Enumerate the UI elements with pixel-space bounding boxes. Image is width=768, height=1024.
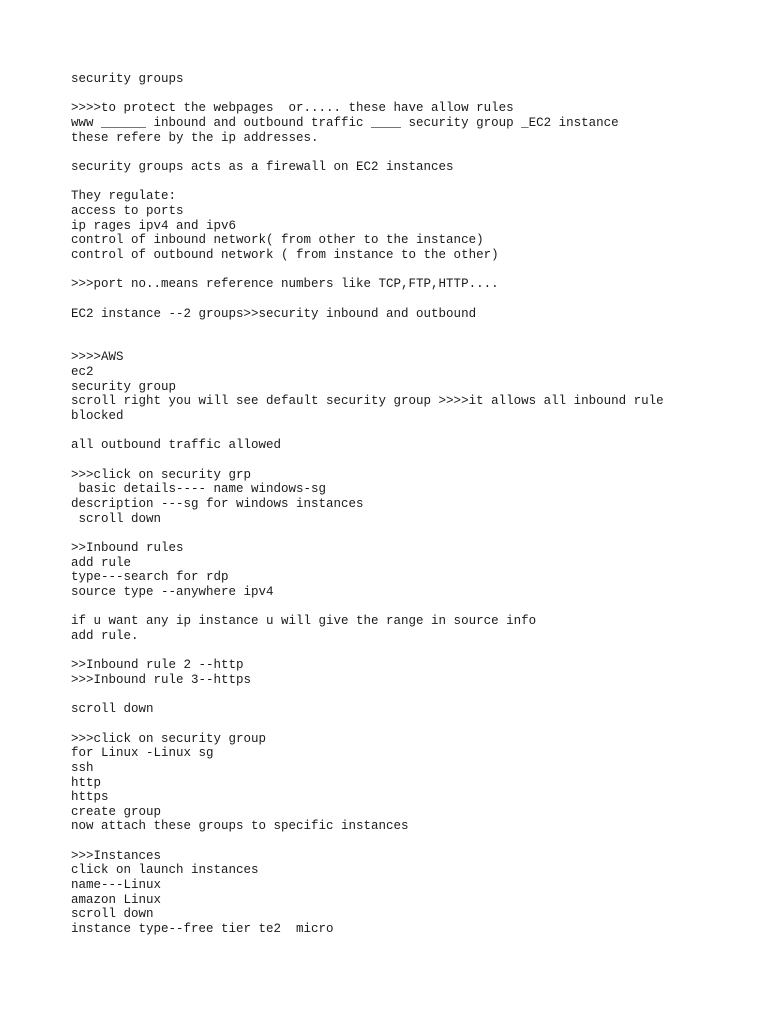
text-line (71, 175, 751, 190)
text-line: scroll down (71, 907, 154, 922)
text-line: these refere by the ip addresses. (71, 130, 319, 145)
text-line: ssh (71, 760, 94, 775)
text-line: >>Inbound rule 2 --http (71, 658, 244, 673)
text-line: scroll down (71, 702, 154, 717)
text-line: http (71, 775, 102, 790)
text-line (71, 321, 751, 336)
text-line: security group (71, 379, 177, 394)
text-line: They regulate: (71, 189, 177, 204)
text-line: >>>click on security group (71, 731, 267, 746)
text-line: create group (71, 804, 162, 819)
text-line: >>>click on security grp (71, 467, 252, 482)
text-line: control of outbound network ( from instance to the other) (71, 247, 499, 262)
text-line: www ______ inbound and outbound traffic ____ security group _EC2 instance (71, 115, 619, 130)
text-line: now attach these groups to specific instances (71, 819, 409, 834)
text-line (71, 263, 751, 278)
text-line: >>Inbound rules (71, 541, 184, 555)
text-line: scroll right you will see default security group >>>>it allows all inbound rule (71, 394, 664, 409)
text-line (71, 145, 751, 160)
text-line: add rule. (71, 628, 139, 643)
text-line: name---Linux (71, 878, 162, 893)
text-line: security groups (71, 72, 184, 86)
text-line: blocked (71, 409, 124, 424)
text-line (71, 292, 751, 307)
text-line (71, 87, 751, 102)
text-line: basic details---- name windows-sg (71, 482, 327, 497)
text-line: for Linux -Linux sg (71, 746, 214, 761)
text-line: if u want any ip instance u will give the range in source info (71, 614, 537, 629)
text-line: ec2 (71, 365, 94, 380)
text-line: all outbound traffic allowed (71, 438, 282, 453)
text-line: add rule (71, 555, 132, 570)
text-line: >>>>AWS (71, 350, 124, 365)
text-line (71, 834, 751, 849)
text-line: >>>Inbound rule 3--https (71, 672, 252, 687)
text-line: source type --anywhere ipv4 (71, 584, 274, 599)
text-line: EC2 instance --2 groups>>security inbound and outbound (71, 306, 477, 321)
text-line: scroll down (71, 511, 162, 526)
text-line (71, 526, 751, 541)
text-line: type---search for rdp (71, 570, 229, 585)
text-line (71, 644, 751, 659)
text-line: https (71, 790, 109, 805)
text-line: >>>Instances (71, 848, 162, 863)
text-line (71, 424, 751, 439)
text-line: >>>>to protect the webpages or..... these have allow rules (71, 101, 514, 116)
text-line: instance type--free tier te2 micro (71, 922, 334, 937)
text-line: >>>port no..means reference numbers like TCP,FTP,HTTP.... (71, 277, 499, 292)
text-line (71, 717, 751, 732)
text-line (71, 336, 751, 351)
text-line (71, 453, 751, 468)
text-line: click on launch instances (71, 863, 259, 878)
text-line (71, 688, 751, 703)
text-line: amazon Linux (71, 892, 162, 907)
text-line: access to ports (71, 203, 184, 218)
text-line: description ---sg for windows instances (71, 497, 364, 512)
text-line: control of inbound network( from other to the instance) (71, 233, 484, 248)
text-line: security groups acts as a firewall on EC2 instances (71, 159, 454, 174)
text-line (71, 600, 751, 615)
text-line: ip rages ipv4 and ipv6 (71, 218, 237, 233)
document-text (71, 72, 751, 937)
